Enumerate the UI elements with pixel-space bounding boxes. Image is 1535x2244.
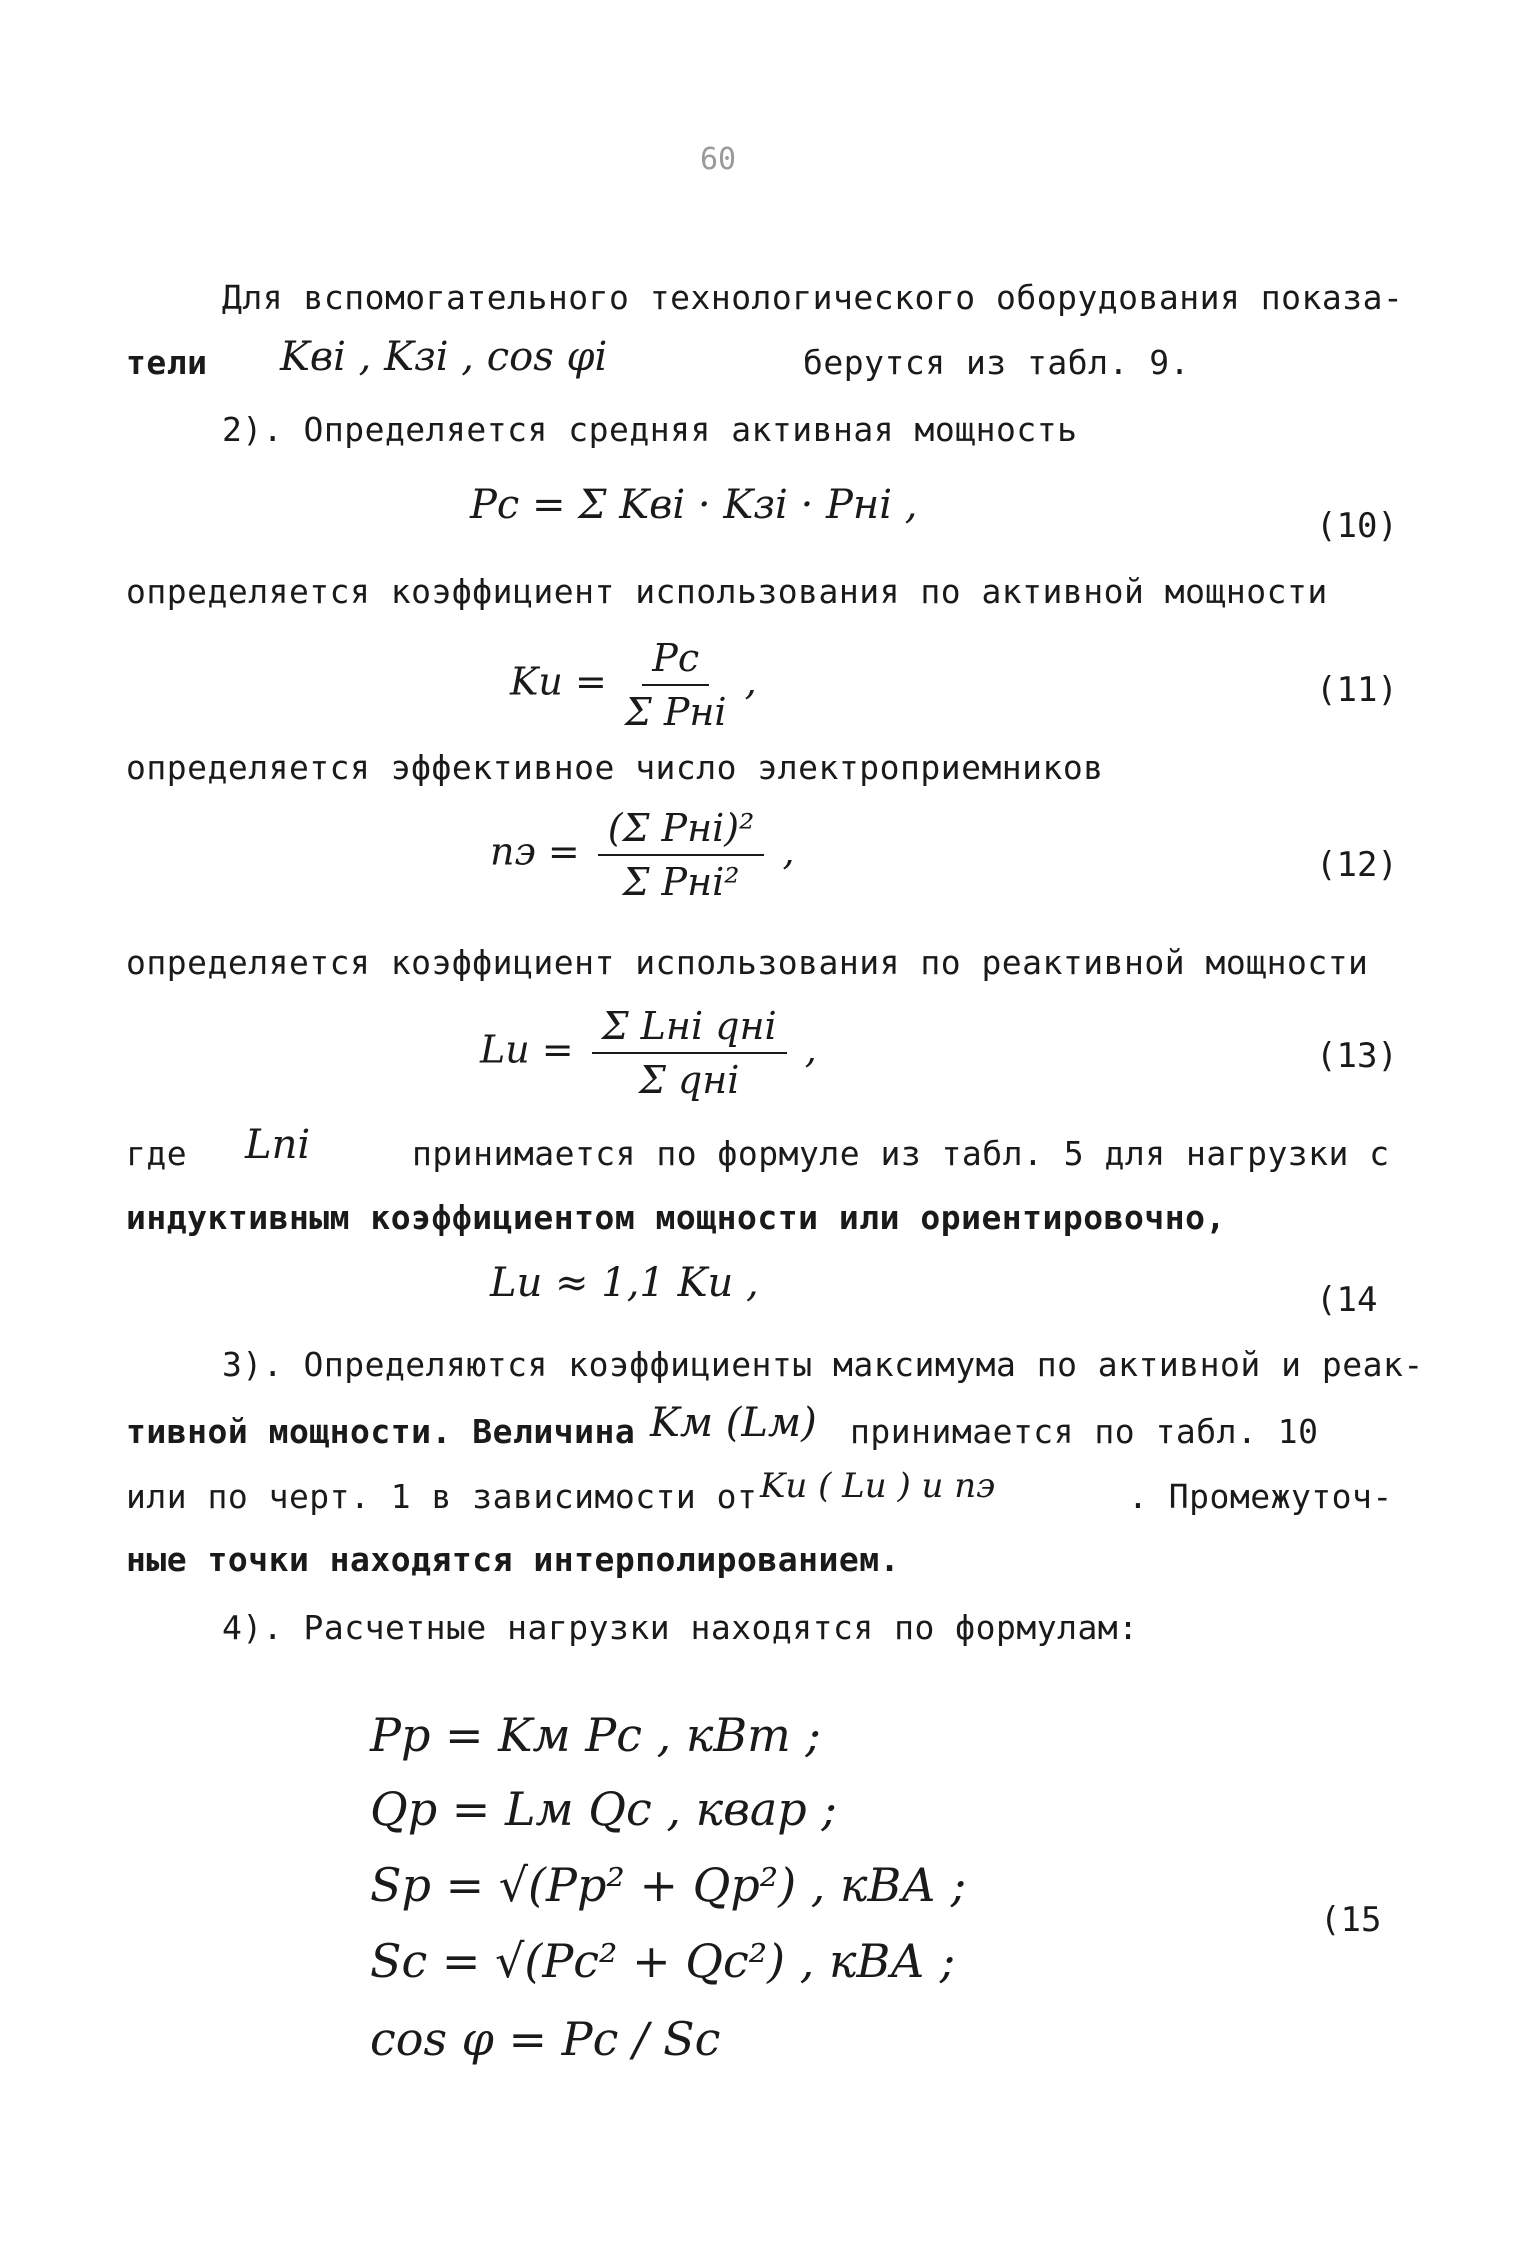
text-line-13: 4). Расчетные нагрузки находятся по формулам: [222,1608,1139,1647]
text-line-7-start: где [126,1134,188,1173]
formula-15-apparent-average-load: Sс = √(Pс² + Qс²) , кВА ; [370,1934,956,1988]
equation-11: Kи = $\frac{Pс}{\text{Σ Pнi}}$ , [510,636,757,734]
equation-14: Lи ≈ 1,1 Kи , [490,1260,759,1306]
equation-13-fraction [592,1004,787,1102]
text-line-8: индуктивным коэффициентом мощности или ориентировочно, [126,1198,1226,1237]
text-line-9: 3). Определяются коэффициенты максимума по активной и реак- [222,1345,1424,1384]
formula-15-active-load: Pр = Kм Pс , кВт ; [370,1708,821,1762]
equation-11-numerator: Pс [642,636,709,686]
text-line-11-end: . Промежуточ- [1128,1477,1393,1516]
text-line-5: определяется эффективное число электроприемников [126,748,1104,787]
equation-11-denominator: Σ Pнi [624,690,727,734]
text-line-7-end: принимается по формуле из табл. 5 для нагрузки с [412,1134,1390,1173]
text-line-4: определяется коэффициент использования по активной мощности [126,572,1328,611]
equation-12: nэ = $\frac{\text{(Σ Pнi)²}}{\text{Σ Pнi²}}$ , [490,806,795,904]
equation-number-11: (11) [1316,670,1398,710]
equation-10: Pс = Σ Kвi · Kзi · Pнi , [470,482,918,528]
equation-13-denominator: Σ qнi [638,1058,740,1102]
equation-number-15: (15 [1320,1900,1382,1940]
equation-12-denominator: Σ Pнi² [622,860,740,904]
inline-formula-lni: Lni [245,1122,311,1168]
equation-number-12: (12) [1316,845,1398,885]
text-line-11-start: или по черт. 1 в зависимости от [126,1477,758,1516]
equation-number-13: (13) [1316,1036,1398,1076]
inline-formula-coefficients: Kвi , Kзi , cos φi [280,334,608,380]
text-line-1: Для вспомогательного технологического оборудования показа- [222,278,1404,317]
formula-15-apparent-load: Sр = √(Pр² + Qр²) , кВА ; [370,1858,967,1912]
equation-12-lhs: nэ = [490,829,580,874]
formula-15-cos-phi: cos φ = Pс / Sс [370,2012,721,2066]
page-number: 60 [700,142,737,177]
text-line-10-start: тивной мощности. Величина [126,1412,636,1451]
equation-13-numerator: Σ Lнi qнi [592,1004,787,1054]
equation-11-fraction [625,636,727,734]
equation-12-numerator: (Σ Pнi)² [598,806,765,856]
equation-11-lhs: Kи = [510,659,607,704]
formula-15-reactive-load: Qр = Lм Qс , квар ; [370,1782,837,1836]
text-line-10-end: принимается по табл. 10 [850,1412,1319,1451]
text-line-6: определяется коэффициент использования по реактивной мощности [126,943,1369,982]
equation-12-fraction [598,806,765,904]
inline-formula-km-lm: Kм (Lм) [650,1400,817,1446]
inline-formula-ki-li-n: Kи ( Lи ) и nэ [760,1466,996,1506]
equation-13-lhs: Lи = [480,1027,574,1072]
text-line-12: ные точки находятся интерполированием. [126,1540,900,1579]
text-line-3: 2). Определяется средняя активная мощность [222,410,1078,449]
text-line-2-start: тели [126,343,208,382]
equation-number-14: (14 [1316,1280,1378,1320]
equation-number-10: (10) [1316,506,1398,546]
text-line-2-end: берутся из табл. 9. [803,343,1190,382]
equation-13: Lи = $\frac{\text{Σ Lнi qнi}}{\text{Σ qнi}}$ , [480,1004,817,1102]
